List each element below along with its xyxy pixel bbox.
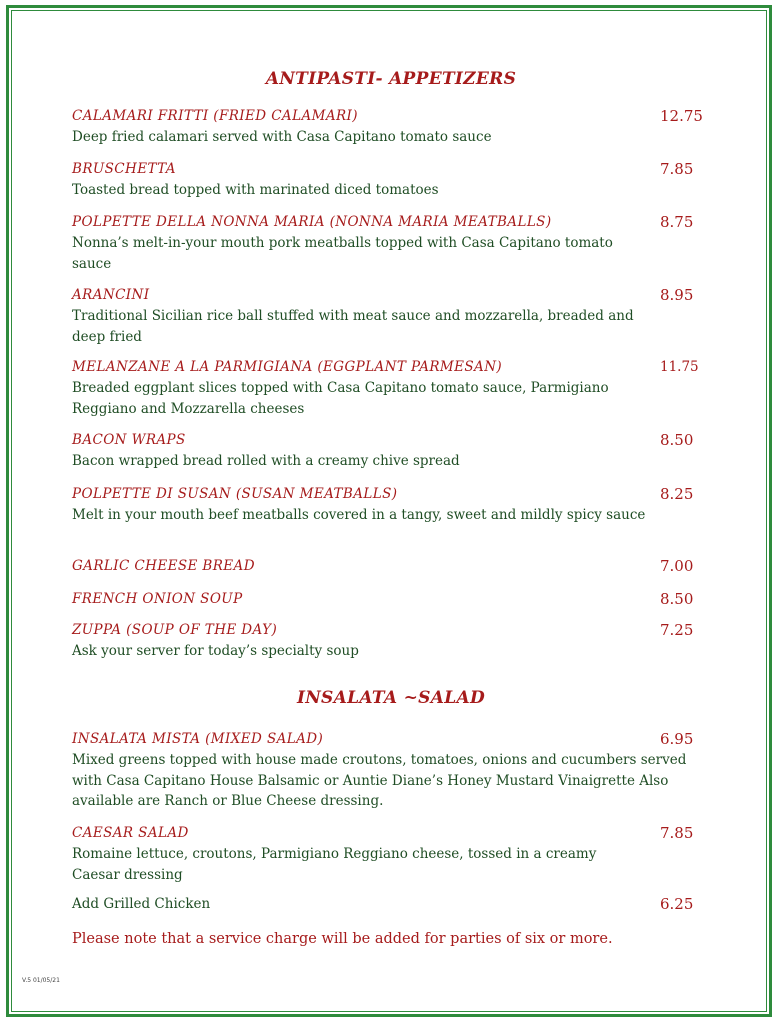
version-label: V.5 01/05/21 bbox=[22, 977, 60, 984]
menu-item-description: Deep fried calamari served with Casa Capitano tomato sauce bbox=[72, 129, 492, 145]
menu-item bbox=[72, 285, 712, 347]
menu-item bbox=[72, 589, 712, 610]
menu-item-name: FRENCH ONION SOUP bbox=[72, 591, 243, 607]
menu-item-price: 8.50 bbox=[660, 431, 694, 449]
section-title-appetizers: ANTIPASTI- APPETIZERS bbox=[265, 69, 517, 89]
menu-item-price: 8.75 bbox=[660, 213, 694, 231]
menu-item-name: MELANZANE A LA PARMIGIANA (EGGPLANT PARMESAN) bbox=[72, 359, 503, 375]
menu-item-name: CALAMARI FRITTI (FRIED CALAMARI) bbox=[72, 108, 358, 124]
menu-item-name: INSALATA MISTA (MIXED SALAD) bbox=[72, 731, 324, 747]
menu-item-price: 7.85 bbox=[660, 824, 694, 842]
menu-item-price: 11.75 bbox=[660, 359, 699, 375]
menu-item-description: Toasted bread topped with marinated diced tomatoes bbox=[72, 182, 439, 198]
menu-item bbox=[72, 106, 712, 148]
menu-item-price: 12.75 bbox=[660, 107, 703, 125]
menu-item-price: 6.95 bbox=[660, 730, 694, 748]
menu-item-description: Melt in your mouth beef meatballs covered in a tangy, sweet and mildly spicy sauce bbox=[72, 507, 646, 523]
menu-item-name: GARLIC CHEESE BREAD bbox=[72, 558, 255, 574]
section-title-salad: INSALATA ~SALAD bbox=[296, 688, 486, 708]
menu-item bbox=[72, 620, 712, 662]
menu-item bbox=[72, 823, 712, 885]
menu-item-name: ZUPPA (SOUP OF THE DAY) bbox=[72, 622, 278, 638]
addon-item bbox=[72, 894, 712, 915]
menu-item-name: BRUSCHETTA bbox=[72, 161, 176, 177]
menu-item-description: Bacon wrapped bread rolled with a creamy chive spread bbox=[72, 453, 460, 469]
menu-item-description: Nonna’s melt-in-your mouth pork meatballs topped with Casa Capitano tomato sauce bbox=[72, 235, 613, 272]
menu-item-price: 7.25 bbox=[660, 621, 694, 639]
service-charge-notice: Please note that a service charge will be added for parties of six or more. bbox=[72, 931, 613, 947]
addon-name: Add Grilled Chicken bbox=[72, 896, 211, 912]
menu-item-price: 7.85 bbox=[660, 160, 694, 178]
menu-item-name: POLPETTE DELLA NONNA MARIA (NONNA MARIA MEATBALLS) bbox=[72, 214, 552, 230]
menu-item-price: 7.00 bbox=[660, 557, 694, 575]
menu-item bbox=[72, 357, 712, 419]
menu-item-price: 8.95 bbox=[660, 286, 694, 304]
menu-item bbox=[72, 159, 712, 201]
menu-item-name: CAESAR SALAD bbox=[72, 825, 189, 841]
menu-item-description: Traditional Sicilian rice ball stuffed with meat sauce and mozzarella, breaded and deep fried bbox=[72, 308, 634, 345]
menu-item-name: POLPETTE DI SUSAN (SUSAN MEATBALLS) bbox=[72, 486, 398, 502]
menu-item-price: 8.50 bbox=[660, 590, 694, 608]
menu-item bbox=[72, 484, 712, 526]
menu-item bbox=[72, 212, 712, 274]
menu-item-price: 8.25 bbox=[660, 485, 694, 503]
addon-price: 6.25 bbox=[660, 895, 694, 913]
menu-item-description: Mixed greens topped with house made croutons, tomatoes, onions and cucumbers served with Casa Capitano House Balsamic or Auntie Diane’s Honey Mustard Vinaigrette Also available are Ranch or Blue Cheese dressing. bbox=[72, 752, 687, 809]
menu-item-description: Ask your server for today’s specialty soup bbox=[72, 643, 359, 659]
menu-item-description: Breaded eggplant slices topped with Casa Capitano tomato sauce, Parmigiano Reggiano and Mozzarella cheeses bbox=[72, 380, 609, 417]
menu-item-description: Romaine lettuce, croutons, Parmigiano Reggiano cheese, tossed in a creamy Caesar dressing bbox=[72, 846, 597, 883]
menu-item-name: ARANCINI bbox=[72, 287, 150, 303]
menu-item bbox=[72, 729, 712, 812]
menu-item-name: BACON WRAPS bbox=[72, 432, 186, 448]
menu-item bbox=[72, 430, 712, 472]
menu-item bbox=[72, 556, 712, 577]
